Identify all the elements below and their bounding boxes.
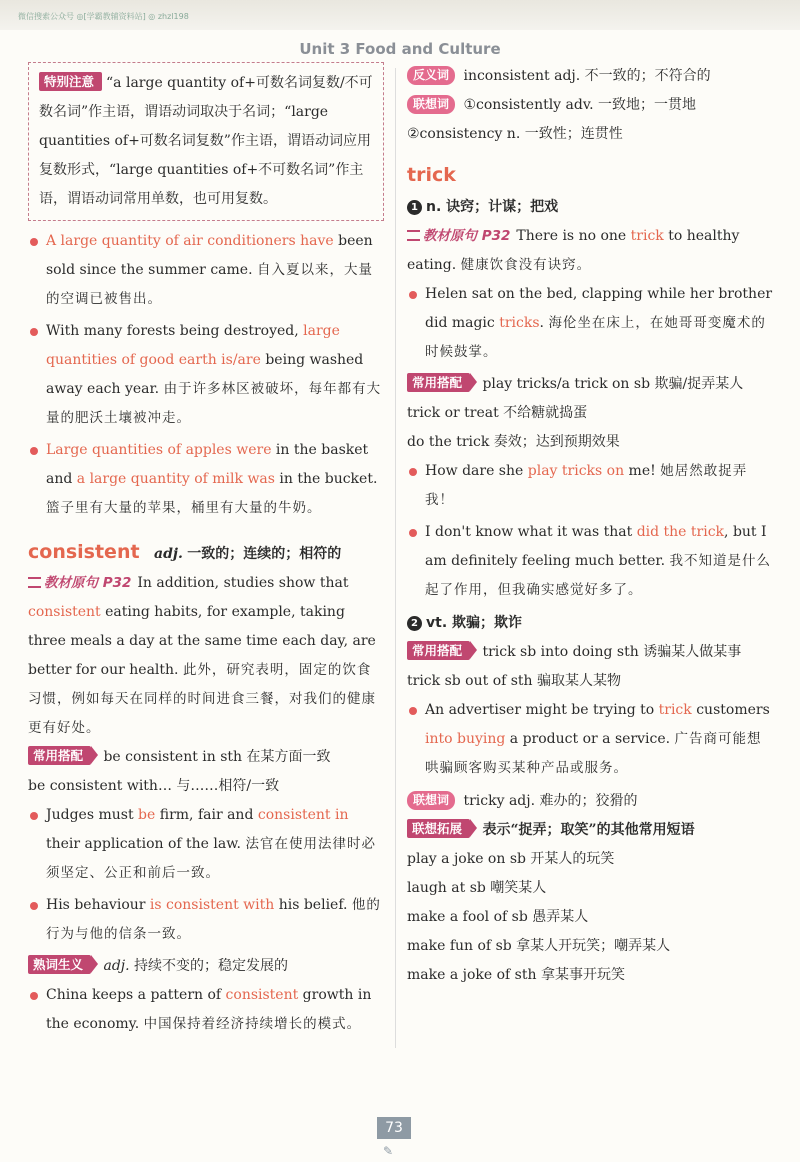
bullet-dot bbox=[409, 529, 417, 537]
example-item: His behaviour is consistent with his belief. 他的行为与他的信条一致。 bbox=[28, 891, 384, 949]
highlight: Large quantities of apples were bbox=[46, 442, 272, 458]
translation: 我不知道是什么起了作用，但我确实感觉好多了。 bbox=[425, 553, 771, 598]
shuci-tag: 熟词生义 bbox=[28, 955, 91, 974]
highlight: into buying bbox=[425, 731, 506, 747]
collocation-line bbox=[28, 743, 384, 772]
phrase-item: make fun of sb 拿某人开玩笑；嘲弄某人 bbox=[407, 938, 671, 954]
assoc-line bbox=[407, 91, 773, 120]
highlight: be bbox=[138, 807, 156, 823]
collocation-tag: 常用搭配 bbox=[407, 641, 470, 660]
example-item: An advertiser might be trying to trick customers into buying a product or a service. 广告商可能想哄骗顾客购买某种产品或服务。 bbox=[407, 696, 773, 783]
meaning: 持续不变的；稳定发展的 bbox=[134, 958, 289, 974]
translation: 此外，研究表明，固定的饮食习惯，例如每天在同样的时间进食三餐，对我们的健康更有好处。 bbox=[28, 662, 376, 736]
antonym: inconsistent adj. 不一致的；不符合的 bbox=[463, 68, 711, 84]
collocation: do the trick 奏效；达到预期效果 bbox=[407, 434, 620, 450]
left-column bbox=[28, 62, 384, 1042]
shuci-line bbox=[28, 952, 384, 981]
highlight: consistent bbox=[225, 987, 299, 1003]
unit-header: Unit 3 Food and Culture bbox=[299, 40, 501, 58]
assoc-word: tricky adj. 难办的；狡猾的 bbox=[463, 793, 638, 809]
translation: 他的行为与他的信条一致。 bbox=[46, 897, 381, 942]
note-box bbox=[28, 62, 384, 221]
source-label: 教材原句 P32 bbox=[28, 569, 131, 598]
bullet-dot bbox=[409, 707, 417, 715]
translation: 自入夏以来，大量的空调已被售出。 bbox=[46, 262, 373, 307]
bullet-dot bbox=[30, 447, 38, 455]
sense-1 bbox=[407, 192, 773, 222]
source-text: In addition, studies show that bbox=[137, 575, 349, 591]
example-text: in the basket and bbox=[46, 442, 369, 487]
bird-icon: ✎ bbox=[383, 1144, 394, 1158]
bullet-dot bbox=[30, 902, 38, 910]
highlight: is consistent with bbox=[149, 897, 275, 913]
highlight: a large quantity of milk was bbox=[76, 471, 275, 487]
bullet-dot bbox=[30, 992, 38, 1000]
collocation: be consistent with… 与……相符/一致 bbox=[28, 778, 280, 794]
example-item: Helen sat on the bed, clapping while her brother did magic tricks. 海伦坐在床上，在她哥哥变魔术的时候鼓掌。 bbox=[407, 280, 773, 367]
antonym-tag: 反义词 bbox=[407, 66, 455, 85]
phrase-item: make a joke of sth 拿某事开玩笑 bbox=[407, 967, 625, 983]
source-sentence: 教材原句 P32 There is no one trick to healthy eating. 健康饮食没有诀窍。 bbox=[407, 222, 773, 280]
example-item bbox=[28, 227, 384, 314]
meaning: 一致的；连续的；相符的 bbox=[187, 546, 342, 562]
translation: 篮子里有大量的苹果，桶里有大量的牛奶。 bbox=[46, 500, 322, 516]
sense-text: n. 诀窍；计谋；把戏 bbox=[426, 199, 559, 215]
example-item bbox=[28, 317, 384, 433]
collocation: be consistent in sth 在某方面一致 bbox=[103, 749, 331, 765]
collocation: trick sb out of sth 骗取某人某物 bbox=[407, 673, 622, 689]
collocation: play tricks/a trick on sb 欺骗/捉弄某人 bbox=[482, 376, 744, 392]
highlight: play tricks on bbox=[527, 463, 625, 479]
example-text: With many forests being destroyed, bbox=[46, 323, 304, 339]
entry-header-consistent bbox=[28, 538, 384, 569]
bullet-dot bbox=[30, 812, 38, 820]
example-item: China keeps a pattern of consistent growth in the economy. 中国保持着经济持续增长的模式。 bbox=[28, 981, 384, 1039]
highlight: trick bbox=[630, 228, 664, 244]
collocation-tag: 常用搭配 bbox=[28, 746, 91, 765]
assoc-line bbox=[407, 787, 773, 816]
part-of-speech: adj. bbox=[103, 958, 130, 974]
highlight: large quantities of good earth is/are bbox=[46, 323, 340, 368]
antonym-line bbox=[407, 62, 773, 91]
collocation: trick or treat 不给糖就捣蛋 bbox=[407, 405, 588, 421]
source-text: eating habits, for example, taking three meals a day at the same time each day, are better for our health. bbox=[28, 604, 376, 678]
sense-number: 2 bbox=[407, 616, 422, 631]
highlight: consistent in bbox=[257, 807, 349, 823]
headword: trick bbox=[407, 164, 456, 186]
source-sentence bbox=[28, 569, 384, 743]
bullet-dot bbox=[409, 468, 417, 476]
translation: 由于许多林区被破坏，每年都有大量的肥沃土壤被冲走。 bbox=[46, 381, 382, 426]
sense-text: vt. 欺骗；欺诈 bbox=[426, 615, 523, 631]
example-item: Judges must be firm, fair and consistent in their application of the law. 法官在使用法律时必须坚定、公正和前后一致。 bbox=[28, 801, 384, 888]
sense-2 bbox=[407, 608, 773, 638]
example-item bbox=[28, 436, 384, 523]
translation: 海伦坐在床上，在她哥哥变魔术的时候鼓掌。 bbox=[425, 315, 766, 360]
example-text: been sold since the summer came. bbox=[46, 233, 373, 278]
bullet-dot bbox=[409, 291, 417, 299]
translation: 法官在使用法律时必须坚定、公正和前后一致。 bbox=[46, 836, 376, 881]
column-divider bbox=[395, 68, 396, 1048]
bullet-dot bbox=[30, 328, 38, 336]
assoc-word: ②consistency n. 一致性；连贯性 bbox=[407, 126, 623, 142]
highlight: did the trick bbox=[636, 524, 725, 540]
collocation-line bbox=[407, 638, 773, 667]
highlight: tricks bbox=[499, 315, 540, 331]
phrase-item: play a joke on sb 开某人的玩笑 bbox=[407, 851, 615, 867]
example-item: How dare she play tricks on me! 她居然敢捉弄我！ bbox=[407, 457, 773, 515]
entry-header-trick bbox=[407, 161, 773, 192]
page-number: 73 bbox=[377, 1117, 411, 1139]
headword: consistent bbox=[28, 541, 140, 563]
assoc-tag: 联想词 bbox=[407, 791, 455, 810]
expand-line bbox=[407, 816, 773, 845]
note-text: “a large quantity of+可数名词复数/不可数名词”作主语，谓语动词取决于名词；“large quantities of+可数名词复数”作主语，谓语动词应用复数形式，“large quantities of+不可数名词”作主语，谓语动词常用单数，也可用复数。 bbox=[39, 75, 373, 207]
assoc-word: ①consistently adv. 一致地；一贯地 bbox=[463, 97, 696, 113]
phrase-item: laugh at sb 嘲笑某人 bbox=[407, 880, 547, 896]
example-text: being washed away each year. bbox=[46, 352, 364, 397]
source-label: 教材原句 P32 bbox=[407, 222, 510, 251]
translation: 她居然敢捉弄我！ bbox=[425, 463, 748, 508]
translation: 中国保持着经济持续增长的模式。 bbox=[143, 1016, 362, 1032]
part-of-speech: adj. bbox=[154, 546, 183, 562]
phrase-item: make a fool of sb 愚弄某人 bbox=[407, 909, 589, 925]
bullet-dot bbox=[30, 238, 38, 246]
highlight: trick bbox=[658, 702, 692, 718]
expand-tag: 联想拓展 bbox=[407, 819, 470, 838]
collocation: trick sb into doing sth 诱骗某人做某事 bbox=[482, 644, 742, 660]
collocation-tag: 常用搭配 bbox=[407, 373, 470, 392]
phrase-list bbox=[407, 845, 773, 990]
example-text: in the bucket. bbox=[274, 471, 378, 487]
sense-number: 1 bbox=[407, 200, 422, 215]
watermark: 微信搜索公众号 ◎[学霸教辅资料站] ◎ zhzl198 bbox=[18, 12, 189, 21]
translation: 健康饮食没有诀窍。 bbox=[460, 257, 592, 273]
note-tag: 特别注意 bbox=[39, 72, 102, 91]
collocation-line bbox=[407, 370, 773, 399]
highlight: A large quantity of air conditioners have bbox=[46, 233, 334, 249]
right-column bbox=[407, 62, 773, 990]
example-item: I don't know what it was that did the trick, but I am definitely feeling much better. 我不知道是什么起了作用，但我确实感觉好多了。 bbox=[407, 518, 773, 605]
translation: 广告商可能想哄骗顾客购买某种产品或服务。 bbox=[425, 731, 762, 776]
highlight: consistent bbox=[28, 604, 101, 620]
expand-title: 表示“捉弄；取笑”的其他常用短语 bbox=[482, 822, 695, 838]
assoc-tag: 联想词 bbox=[407, 95, 455, 114]
top-bar bbox=[0, 0, 800, 30]
